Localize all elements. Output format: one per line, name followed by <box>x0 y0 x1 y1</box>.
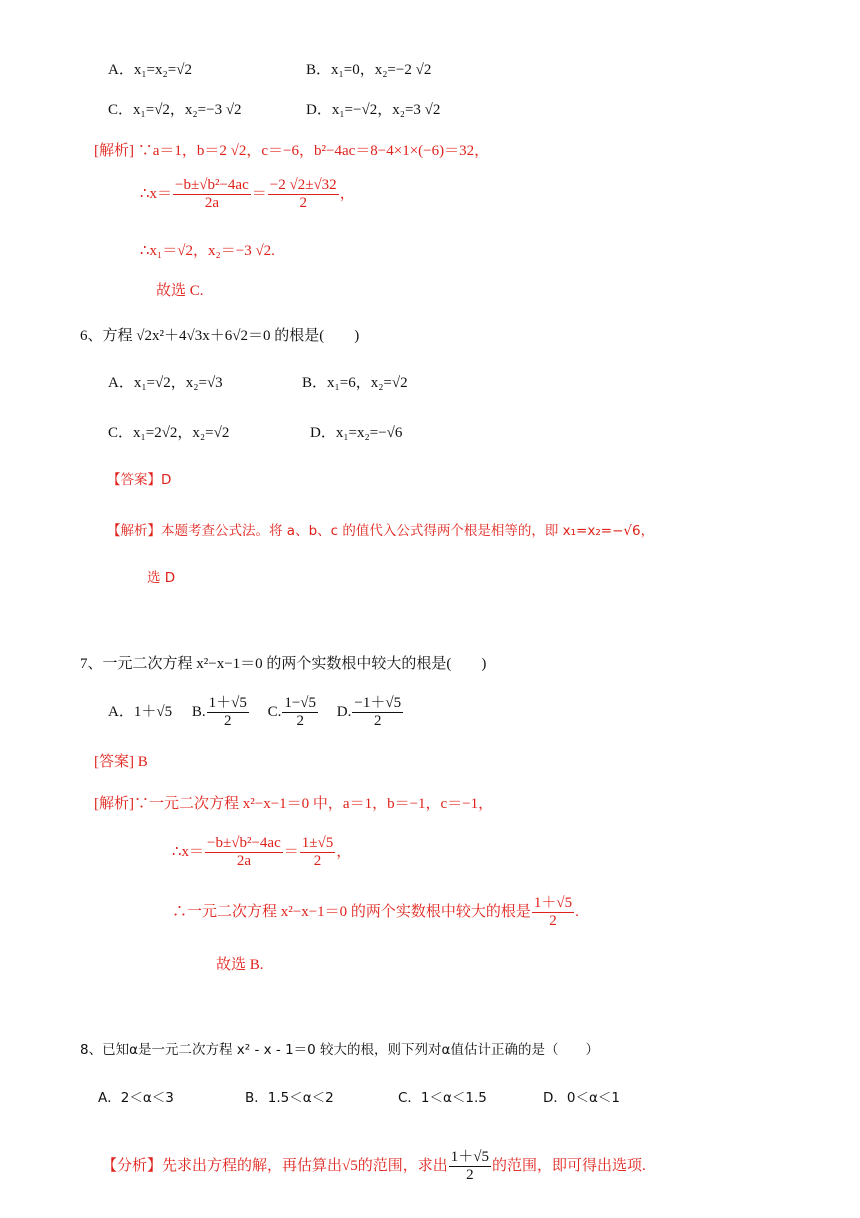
q5-option-d: D．x₁=−√2，x₂=3 √2 <box>306 102 441 118</box>
q5-suffix: ， <box>339 186 355 202</box>
q8-fraction: $\frac{1+√5}{2}$ <box>450 1149 489 1184</box>
q8-option-b: B．1.5＜α＜2 <box>245 1090 334 1106</box>
q6-choice: 选 D <box>147 570 176 586</box>
q7-analysis-line3: ∴一元二次方程 x²−x−1＝0 的两个实数根中较大的根是 $\frac{1+√5}{2}$ . <box>172 895 579 930</box>
q6-option-a: A．x₁=√2，x₂=√3 <box>108 375 223 391</box>
q6-option-c: C．x₁=2√2，x₂=√2 <box>108 425 230 441</box>
q7-result-fraction: $\frac{1+√5}{2}$ <box>533 895 573 930</box>
q5-analysis-line1: [解析] ∵a＝1，b＝2 √2，c＝−6，b²−4ac＝8−4×1×(−6)＝32， <box>94 143 490 159</box>
q6-analysis: 【解析】本题考查公式法。将 a、b、c 的值代入公式得两个根是相等的，即 x₁=x₂=−√6， <box>107 523 655 539</box>
q7-value-fraction: $\frac{1\pm√5}{2}$ <box>301 835 334 870</box>
q7-analysis-line2: ∴x＝ $\frac{\text{−b±√b²−4ac}}{2a}$ ＝ $\frac{1\pm√5}{2}$ ， <box>172 835 352 870</box>
q5-equals: ＝ <box>251 186 267 202</box>
q7-choice: 故选 B. <box>216 957 264 973</box>
q8-option-d: D．0＜α＜1 <box>543 1090 620 1106</box>
q5-analysis-prefix: ∴x＝ <box>140 186 173 202</box>
q5-formula-denominator: 2a <box>204 195 219 212</box>
q5-option-b: B．x₁=0，x₂=−2 √2 <box>306 62 432 78</box>
q7-option-c: C. $\frac{1-√5}{2}$ <box>267 695 317 730</box>
q5-analysis-line3: ∴x₁＝√2，x₂＝−3 √2. <box>140 243 275 259</box>
q7-options <box>108 694 404 730</box>
q6-answer: 【答案】D <box>107 472 172 488</box>
q5-option-a: A．x₁=x₂=√2 <box>108 62 192 78</box>
q7-option-a: A．1＋√5 <box>108 704 173 720</box>
q8-stem: 8、已知α是一元二次方程 x² - x - 1＝0 较大的根，则下列对α值估计正确的是（ ） <box>80 1042 599 1058</box>
q5-formula-fraction <box>173 177 251 212</box>
q8-option-c: C．1＜α＜1.5 <box>398 1090 487 1106</box>
q7-stem: 7、一元二次方程 x²−x−1＝0 的两个实数根中较大的根是( ) <box>80 656 487 672</box>
q7-formula-fraction: $\frac{\text{−b±√b²−4ac}}{2a}$ <box>207 835 281 870</box>
q6-option-b: B．x₁=6，x₂=√2 <box>302 375 408 391</box>
q5-choice: 故选 C. <box>156 283 204 299</box>
q8-analysis: 【分析】先求出方程的解，再估算出√5的范围，求出 $\frac{1+√5}{2}$ 的范围，即可得出选项. <box>102 1149 646 1184</box>
q7-option-d: D. $\frac{-1+√5}{2}$ <box>336 695 402 730</box>
q7-option-b: B. $\frac{1+√5}{2}$ <box>191 695 247 730</box>
q8-option-a: A．2＜α＜3 <box>98 1090 174 1106</box>
q6-stem: 6、方程 √2x²＋4√3x＋6√2＝0 的根是( ) <box>80 328 360 344</box>
q7-analysis-line1: [解析]∵一元二次方程 x²−x−1＝0 中，a＝1，b＝−1，c＝−1， <box>94 796 494 812</box>
q7-answer: [答案] B <box>94 754 148 770</box>
q5-value-denominator: 2 <box>299 195 307 212</box>
q5-value-numerator: −2 √2±√32 <box>269 177 337 194</box>
q5-formula-numerator: −b±√b²−4ac <box>175 177 249 194</box>
q5-analysis-line2 <box>140 176 355 212</box>
q5-option-c: C．x₁=√2，x₂=−3 √2 <box>108 102 242 118</box>
q5-value-fraction <box>268 177 339 212</box>
q6-option-d: D．x₁=x₂=−√6 <box>310 425 403 441</box>
